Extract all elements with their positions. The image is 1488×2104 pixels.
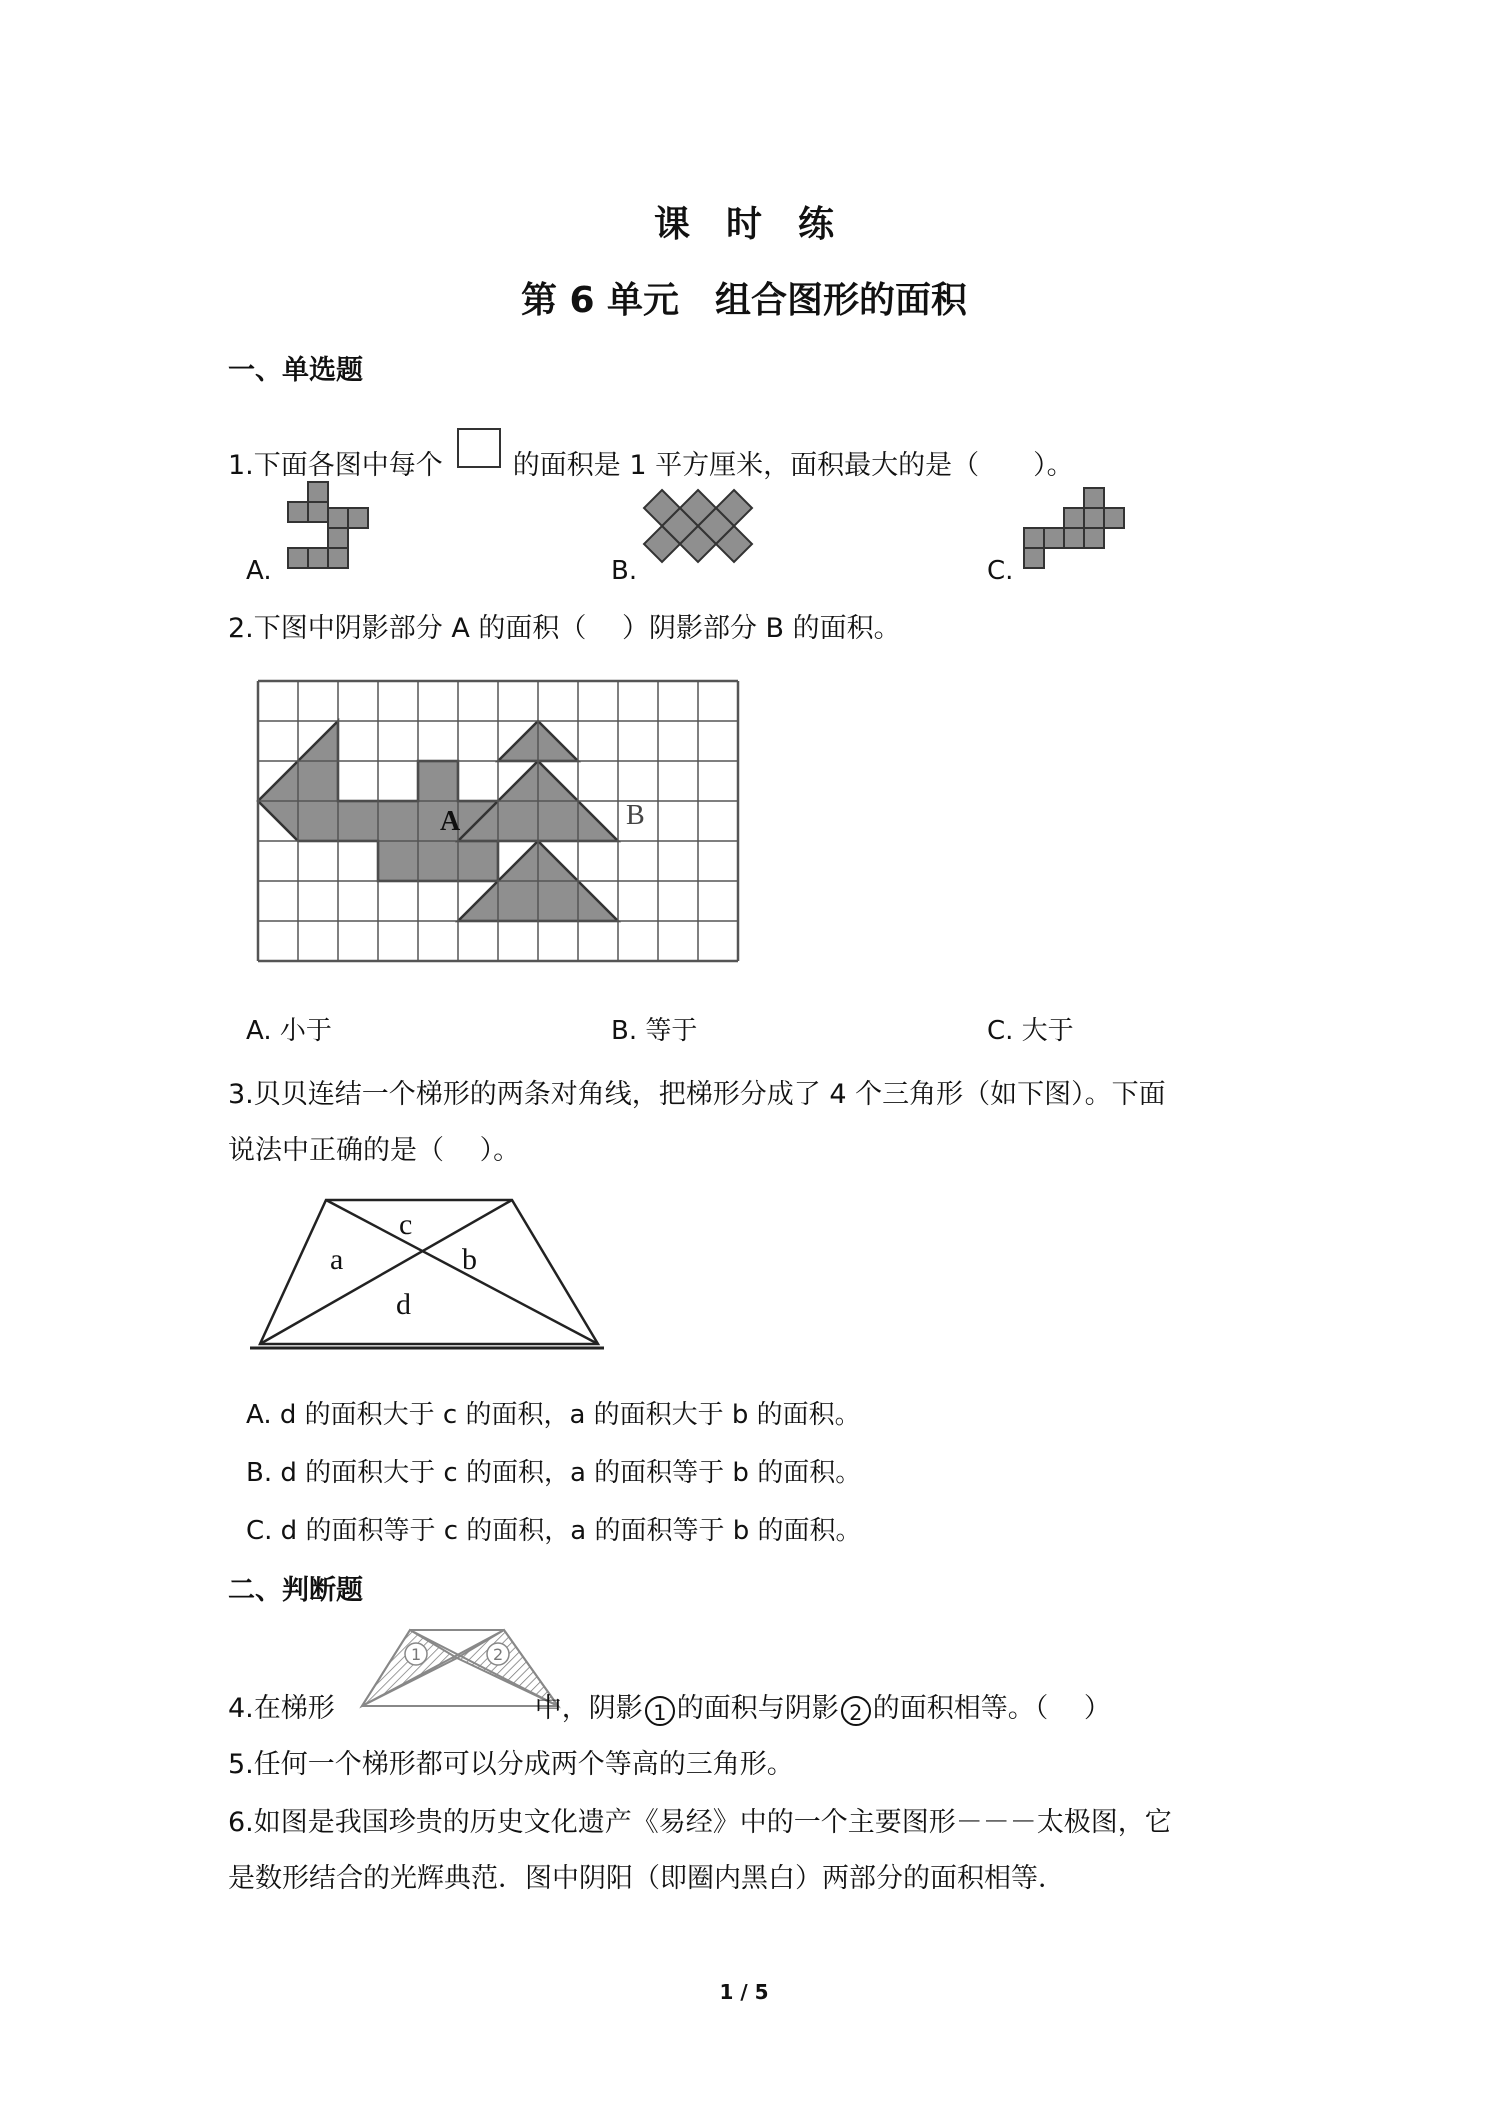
question-2-option-c[interactable]: C. 大于 xyxy=(987,1016,1074,1046)
figure-label-a: A xyxy=(440,806,461,837)
question-1-figure-a xyxy=(288,482,388,582)
section-heading-true-false: 二、判断题 xyxy=(228,1575,363,1606)
section-heading-single-choice: 一、单选题 xyxy=(228,355,363,386)
page-title: 课 时 练 xyxy=(653,204,834,245)
trapezoid-label-b: b xyxy=(462,1243,477,1276)
question-4-text-before: 4.在梯形 xyxy=(228,1693,335,1724)
shade-1-circle-label: 1 xyxy=(645,1696,675,1726)
question-1-text-before: 1.下面各图中每个 xyxy=(228,450,443,481)
figure-label-b: B xyxy=(626,800,645,831)
question-2-option-b[interactable]: B. 等于 xyxy=(611,1016,698,1046)
question-3-text-line1: 3.贝贝连结一个梯形的两条对角线，把梯形分成了 4 个三角形（如下图）。下面 xyxy=(228,1079,1166,1110)
question-1-option-b[interactable]: B. xyxy=(611,556,638,586)
question-4-text xyxy=(228,1686,1111,1726)
question-6-text-line2: 是数形结合的光辉典范．图中阴阳（即圈内黑白）两部分的面积相等． xyxy=(228,1863,1065,1894)
svg-text:2: 2 xyxy=(493,1645,504,1664)
question-4-text-mid1: 中，阴影 xyxy=(534,1693,643,1724)
question-4-text-after: 的面积相等。（ ） xyxy=(872,1693,1111,1724)
shade-2-circle-label: 2 xyxy=(841,1696,871,1726)
page-number: 1 / 5 xyxy=(719,1980,769,2004)
question-1-option-a[interactable]: A. xyxy=(246,556,272,586)
unit-square-icon xyxy=(457,428,501,468)
svg-text:1: 1 xyxy=(411,1645,422,1664)
trapezoid-label-d: d xyxy=(396,1288,411,1321)
question-3-option-a[interactable]: A. d 的面积大于 c 的面积，a 的面积大于 b 的面积。 xyxy=(246,1400,861,1430)
trapezoid-label-c: c xyxy=(399,1208,413,1241)
question-3-text-line2: 说法中正确的是（ ）。 xyxy=(228,1135,521,1166)
question-3-option-c[interactable]: C. d 的面积等于 c 的面积，a 的面积等于 b 的面积。 xyxy=(246,1516,862,1546)
question-1-text xyxy=(228,428,1074,482)
question-1-figure-c xyxy=(1022,488,1132,578)
question-2-text: 2.下图中阴影部分 A 的面积（ ）阴影部分 B 的面积。 xyxy=(228,613,901,644)
question-1-text-after: 的面积是 1 平方厘米，面积最大的是（ ）。 xyxy=(512,450,1074,481)
question-3-option-b[interactable]: B. d 的面积大于 c 的面积，a 的面积等于 b 的面积。 xyxy=(246,1458,862,1488)
question-4-text-mid2: 的面积与阴影 xyxy=(676,1693,839,1724)
question-2-option-a[interactable]: A. 小于 xyxy=(246,1016,332,1046)
trapezoid-label-a: a xyxy=(330,1243,344,1276)
question-1-option-c[interactable]: C. xyxy=(987,556,1014,586)
question-3-trapezoid-figure xyxy=(248,1196,608,1356)
question-2-grid-figure xyxy=(258,680,748,970)
unit-subtitle: 第 6 单元 组合图形的面积 xyxy=(520,280,968,321)
question-5-text: 5.任何一个梯形都可以分成两个等高的三角形。 xyxy=(228,1749,794,1780)
question-6-text-line1: 6.如图是我国珍贵的历史文化遗产《易经》中的一个主要图形－－－太极图，它 xyxy=(228,1807,1172,1838)
question-1-figure-b xyxy=(642,488,766,564)
